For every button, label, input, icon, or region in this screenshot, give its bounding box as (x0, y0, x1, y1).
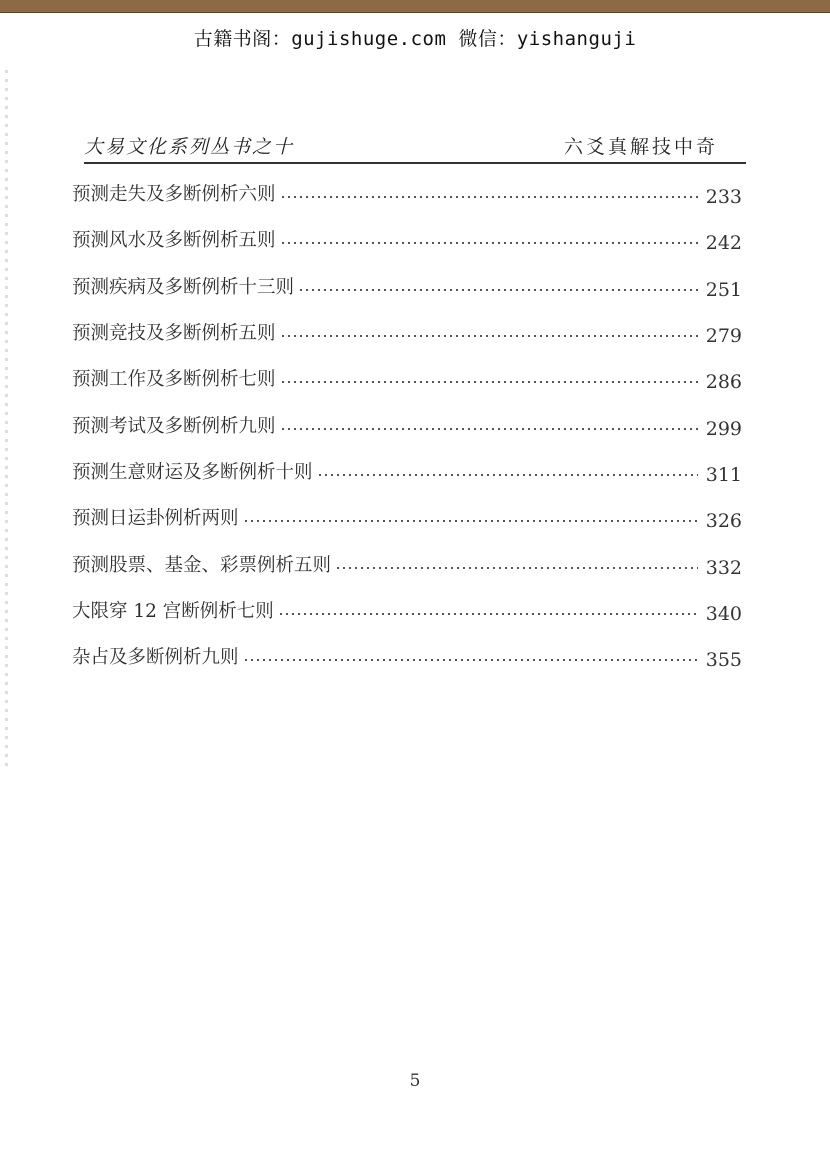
toc-entry-page: 242 (705, 232, 742, 255)
toc-leader-dots (282, 335, 698, 337)
toc-entry-title: 大限穿 12 宫断例析七则 (72, 600, 274, 622)
watermark-text: 古籍书阁：gujishuge.com 微信：yishanguji (193, 28, 637, 50)
toc-entry[interactable] (72, 448, 742, 494)
toc-entry[interactable] (72, 170, 742, 216)
toc-entry[interactable] (72, 401, 742, 447)
toc-leader-dots (319, 474, 698, 476)
scan-top-border (0, 0, 830, 13)
toc-entry-page: 332 (705, 556, 742, 579)
toc-leader-dots (300, 289, 698, 291)
toc-entry[interactable] (72, 216, 742, 262)
toc-leader-dots (245, 659, 698, 661)
toc-entry[interactable] (72, 587, 742, 633)
toc-entry-title: 预测生意财运及多断例析十则 (72, 461, 313, 483)
toc-entry-page: 279 (705, 325, 742, 348)
toc-entry-title: 预测疾病及多断例析十三则 (72, 276, 295, 298)
toc-entry-title: 预测工作及多断例析七则 (72, 369, 276, 391)
toc-entry[interactable] (72, 309, 742, 355)
toc-entry-page: 251 (705, 278, 742, 301)
toc-entry-page: 286 (705, 371, 742, 394)
toc-leader-dots (282, 196, 698, 198)
series-title: 大易文化系列丛书之十 (84, 136, 295, 158)
toc-leader-dots (282, 428, 698, 430)
toc-entry-page: 340 (705, 602, 742, 625)
running-header (84, 132, 746, 164)
toc-entry-title: 预测股票、基金、彩票例析五则 (72, 554, 332, 576)
toc-entry-title: 预测竞技及多断例析五则 (72, 323, 276, 345)
book-title: 六爻真解技中奇 (563, 136, 718, 158)
toc-entry-page: 299 (705, 417, 742, 440)
toc-entry-title: 预测日运卦例析两则 (72, 508, 239, 530)
page-number: 5 (409, 1071, 421, 1091)
toc-entry-title: 杂占及多断例析九则 (72, 647, 239, 669)
toc-leader-dots (282, 381, 698, 383)
toc-leader-dots (337, 567, 698, 569)
toc-entry-title: 预测走失及多断例析六则 (72, 184, 276, 206)
toc-entry-page: 233 (705, 186, 742, 209)
toc-entry-title: 预测考试及多断例析九则 (72, 415, 276, 437)
toc-entry[interactable] (72, 540, 742, 586)
toc-entry-page: 311 (705, 463, 742, 486)
scan-left-edge (5, 70, 8, 770)
toc-entry[interactable] (72, 355, 742, 401)
toc-leader-dots (282, 242, 698, 244)
toc-leader-dots (280, 613, 698, 615)
toc-leader-dots (245, 520, 698, 522)
toc-entry[interactable] (72, 494, 742, 540)
toc-entry-page: 326 (705, 510, 742, 533)
toc-entry[interactable] (72, 263, 742, 309)
table-of-contents (72, 170, 742, 679)
toc-entry-page: 355 (705, 649, 742, 672)
toc-entry[interactable] (72, 633, 742, 679)
toc-entry-title: 预测风水及多断例析五则 (72, 230, 276, 252)
